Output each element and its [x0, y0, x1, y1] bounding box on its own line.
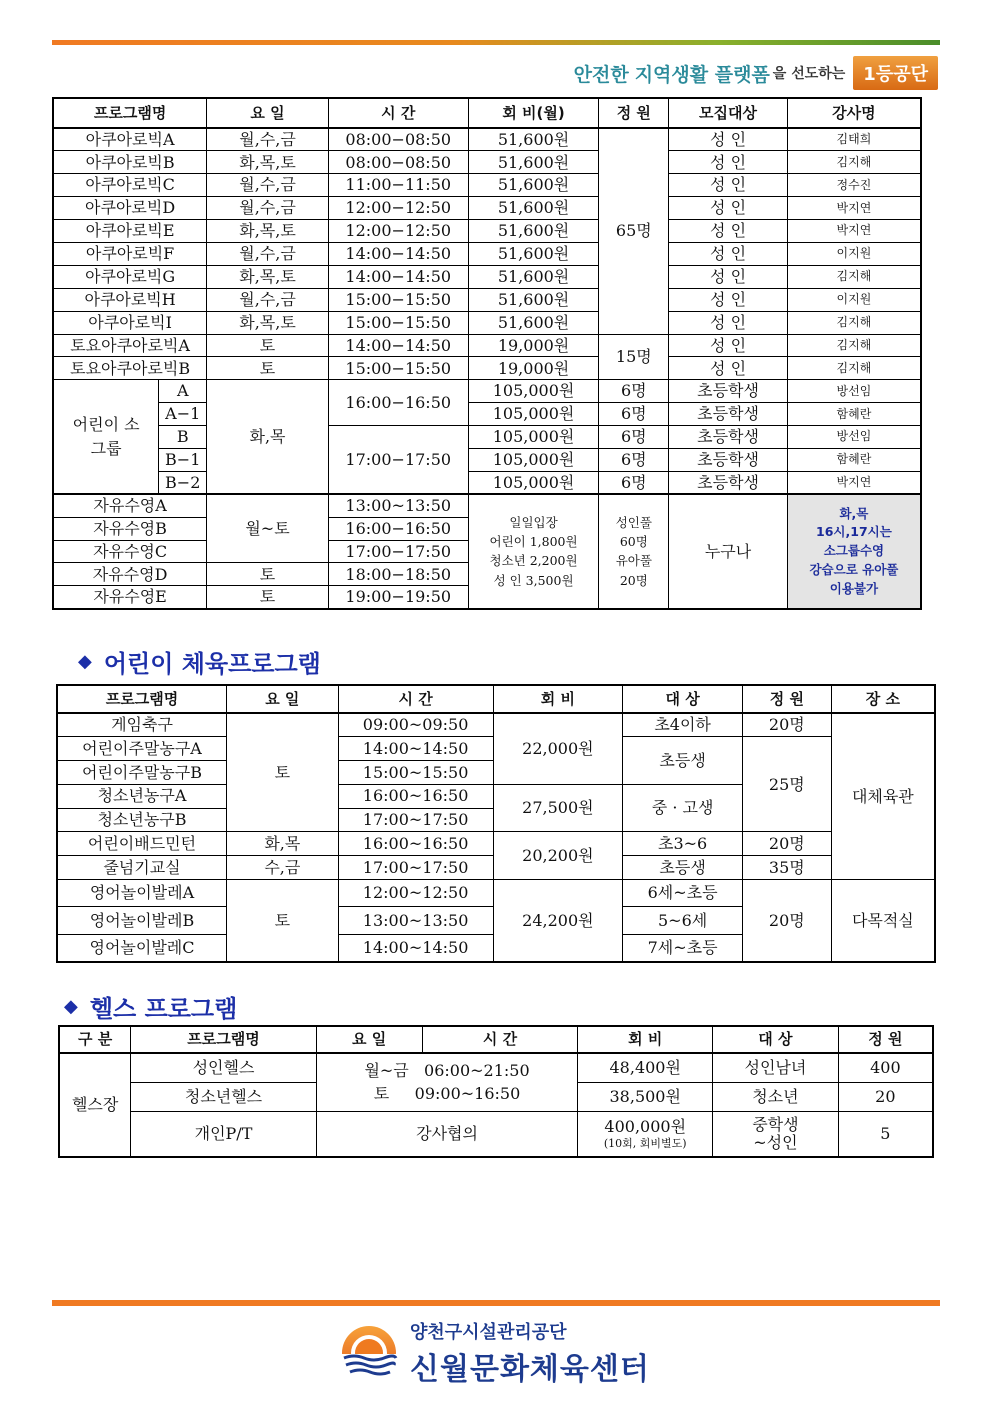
- days: 월,수,금: [207, 242, 329, 265]
- time: 17:00−17:50: [328, 426, 468, 495]
- table-row: [53, 242, 921, 265]
- program-name: 자유수영D: [53, 563, 207, 586]
- fee-note: (10회, 회비별도): [603, 1136, 687, 1150]
- time: 11:00−11:50: [328, 174, 468, 197]
- sun-wave-logo-icon: [340, 1324, 398, 1382]
- note-line: 화,목: [839, 505, 869, 521]
- program-name: 자유수영A: [53, 494, 207, 517]
- target: 초등학생: [669, 403, 788, 426]
- instructor: 방선임: [787, 426, 921, 449]
- time: 14:00−14:50: [328, 242, 468, 265]
- program-name: 자유수영B: [53, 517, 207, 540]
- slogan-part1: 안전한: [573, 63, 629, 86]
- program-name: 개인P/T: [131, 1111, 316, 1157]
- capacity: 15명: [599, 334, 669, 380]
- fee: 51,600원: [468, 311, 599, 334]
- target: 성 인: [669, 288, 788, 311]
- header-cell: 대 상: [713, 1026, 839, 1053]
- free-swim-fee: [468, 494, 599, 608]
- table-row: [57, 880, 935, 907]
- program-name: 아쿠아로빅G: [53, 265, 207, 288]
- sub-group: A−1: [159, 403, 207, 426]
- program-name: 영어놀이발레A: [57, 880, 226, 907]
- fee: 19,000원: [468, 357, 599, 380]
- schedule: [316, 1053, 578, 1111]
- header-cell: 시 간: [328, 98, 468, 128]
- top-accent-bar: [52, 40, 940, 45]
- instructor: 김지해: [787, 311, 921, 334]
- target: 성 인: [669, 128, 788, 151]
- capacity: 6명: [599, 448, 669, 471]
- target: 초4이하: [623, 713, 743, 737]
- time: 08:00−08:50: [328, 151, 468, 174]
- days: 토: [207, 357, 329, 380]
- fee: 105,000원: [468, 448, 599, 471]
- header-cell: 요 일: [316, 1026, 422, 1053]
- time: 12:00~12:50: [338, 880, 493, 907]
- days: 화,목,토: [207, 151, 329, 174]
- days: 화,목,토: [207, 265, 329, 288]
- slogan-part3: 을 선도하는: [772, 66, 846, 82]
- table-row: [53, 265, 921, 288]
- time: 15:00~15:50: [338, 761, 493, 785]
- header-cell: 구 분: [59, 1026, 131, 1053]
- program-name: 청소년농구B: [57, 808, 226, 832]
- table-row: [53, 380, 921, 403]
- time: 09:00~09:50: [338, 713, 493, 737]
- table-row: [57, 832, 935, 856]
- time: 14:00−14:50: [328, 334, 468, 357]
- target: 7세~초등: [623, 935, 743, 962]
- target: 청소년: [713, 1082, 839, 1111]
- diamond-icon: ◆: [78, 651, 92, 672]
- fee: 51,600원: [468, 128, 599, 151]
- target: 5~6세: [623, 907, 743, 935]
- time: 12:00−12:50: [328, 220, 468, 243]
- capacity: 20명: [742, 832, 831, 856]
- target: 성 인: [669, 265, 788, 288]
- fee: 48,400원: [578, 1053, 713, 1082]
- program-name: 자유수영E: [53, 586, 207, 609]
- program-name: 청소년헬스: [131, 1082, 316, 1111]
- fee: 105,000원: [468, 471, 599, 494]
- program-name: 아쿠아로빅C: [53, 174, 207, 197]
- schedule-line: 월~금 06:00~21:50: [364, 1061, 530, 1081]
- capacity: 6명: [599, 471, 669, 494]
- target: 성 인: [669, 220, 788, 243]
- instructor: 박지연: [787, 471, 921, 494]
- note-line: 강습으로 유아풀: [809, 561, 899, 577]
- health-section-title: [64, 989, 237, 1024]
- sub-group: A: [159, 380, 207, 403]
- time: 17:00~17:50: [338, 856, 493, 880]
- target: 초3~6: [623, 832, 743, 856]
- free-swim-note: [787, 494, 921, 608]
- time: 16:00~16:50: [338, 784, 493, 808]
- instructor: 김태희: [787, 128, 921, 151]
- category: 헬스장: [59, 1053, 131, 1157]
- sub-group: B−1: [159, 448, 207, 471]
- target: 6세~초등: [623, 880, 743, 907]
- days: 토: [207, 334, 329, 357]
- time: 14:00~14:50: [338, 737, 493, 761]
- days: 화,목: [226, 832, 338, 856]
- table-header-row: [57, 685, 935, 713]
- footer-logo: [340, 1318, 650, 1388]
- program-name: 아쿠아로빅F: [53, 242, 207, 265]
- time: 14:00~14:50: [338, 935, 493, 962]
- time: 15:00−15:50: [328, 288, 468, 311]
- header-cell: 프로그램명: [57, 685, 226, 713]
- fee: 22,000원: [493, 713, 623, 784]
- target-line: 중학생: [752, 1115, 799, 1135]
- fee: 51,600원: [468, 288, 599, 311]
- fee: 51,600원: [468, 151, 599, 174]
- header-cell: 시 간: [422, 1026, 578, 1053]
- target: 초등학생: [669, 380, 788, 403]
- program-name: 아쿠아로빅B: [53, 151, 207, 174]
- table-row: [59, 1111, 933, 1157]
- table-row: [53, 471, 921, 494]
- instructor: 함혜란: [787, 403, 921, 426]
- table-row: [53, 357, 921, 380]
- table-header-row: [53, 98, 921, 128]
- time: 16:00~16:50: [338, 832, 493, 856]
- target: 초등학생: [669, 448, 788, 471]
- time: 16:00−16:50: [328, 517, 468, 540]
- slogan-part2: 지역생활 플랫폼: [634, 63, 770, 86]
- program-name: 영어놀이발레B: [57, 907, 226, 935]
- days: 토: [226, 713, 338, 832]
- fee-line: 일일입장: [509, 514, 558, 530]
- fee: 51,600원: [468, 265, 599, 288]
- program-name: 토요아쿠아로빅A: [53, 334, 207, 357]
- fee-line: 어린이 1,800원: [489, 534, 578, 550]
- footer-org1: 양천구시설관리공단: [410, 1322, 567, 1343]
- schedule-line: 토 09:00~16:50: [373, 1084, 521, 1104]
- program-name: 어린이주말농구B: [57, 761, 226, 785]
- time: 08:00−08:50: [328, 128, 468, 151]
- kids-sports-section-title: [78, 644, 321, 679]
- fee: 51,600원: [468, 197, 599, 220]
- sub-group: B−2: [159, 471, 207, 494]
- fee: 51,600원: [468, 174, 599, 197]
- place: 다목적실: [831, 880, 935, 962]
- program-name: 영어놀이발레C: [57, 935, 226, 962]
- bottom-accent-bar: [52, 1300, 940, 1306]
- header-cell: 회 비(월): [468, 98, 599, 128]
- header-cell: 시 간: [338, 685, 493, 713]
- section-title-text: 헬스 프로그램: [89, 995, 238, 1023]
- target: 초등학생: [669, 471, 788, 494]
- free-swim-capacity: [599, 494, 669, 608]
- days: 토: [207, 563, 329, 586]
- fee-line: 성 인 3,500원: [493, 572, 574, 588]
- fee: 105,000원: [468, 426, 599, 449]
- header-cell: 정 원: [599, 98, 669, 128]
- program-name: 토요아쿠아로빅B: [53, 357, 207, 380]
- header-cell: 정 원: [742, 685, 831, 713]
- capacity: 6명: [599, 426, 669, 449]
- program-name: 줄넘기교실: [57, 856, 226, 880]
- program-name: 아쿠아로빅D: [53, 197, 207, 220]
- program-name: 자유수영C: [53, 540, 207, 563]
- instructor: 박지연: [787, 220, 921, 243]
- capacity-line: 20명: [619, 572, 648, 588]
- program-name: 게임축구: [57, 713, 226, 737]
- capacity: 6명: [599, 380, 669, 403]
- instructor: 이지원: [787, 242, 921, 265]
- target: 성 인: [669, 357, 788, 380]
- target: [713, 1111, 839, 1157]
- table-row: [53, 128, 921, 151]
- time: 14:00−14:50: [328, 265, 468, 288]
- time: 17:00−17:50: [328, 540, 468, 563]
- instructor: 정수진: [787, 174, 921, 197]
- program-name: 청소년농구A: [57, 784, 226, 808]
- program-name: 성인헬스: [131, 1053, 316, 1082]
- program-name: 아쿠아로빅I: [53, 311, 207, 334]
- program-name: 아쿠아로빅H: [53, 288, 207, 311]
- time: 17:00~17:50: [338, 808, 493, 832]
- instructor: 박지연: [787, 197, 921, 220]
- target: 초등학생: [669, 426, 788, 449]
- capacity-line: 60명: [619, 534, 648, 550]
- days: 월,수,금: [207, 197, 329, 220]
- program-name: 아쿠아로빅E: [53, 220, 207, 243]
- header-cell: 프로그램명: [53, 98, 207, 128]
- fee: 51,600원: [468, 220, 599, 243]
- target: 성 인: [669, 197, 788, 220]
- instructor: 김지해: [787, 265, 921, 288]
- fee-amount: 400,000원: [604, 1116, 687, 1136]
- instructor: 김지해: [787, 151, 921, 174]
- header-cell: 프로그램명: [131, 1026, 316, 1053]
- target: 성 인: [669, 311, 788, 334]
- schedule: 강사협의: [316, 1111, 578, 1157]
- capacity: 65명: [599, 128, 669, 334]
- slogan-badge: 1등공단: [853, 56, 938, 90]
- kids-sports-table: [56, 684, 936, 963]
- footer-org2: 신월문화체육센터: [410, 1352, 650, 1387]
- program-name: 어린이배드민턴: [57, 832, 226, 856]
- capacity: 25명: [742, 737, 831, 832]
- table-header-row: [59, 1026, 933, 1053]
- note-line: 16시,17시는: [816, 524, 892, 540]
- footer-org-text: [410, 1318, 650, 1388]
- table-row: [53, 334, 921, 357]
- fee: 105,000원: [468, 403, 599, 426]
- note-line: 이용불가: [829, 580, 879, 596]
- table-row: [53, 448, 921, 471]
- target: 성 인: [669, 242, 788, 265]
- fee: [578, 1111, 713, 1157]
- capacity-line: 유아풀: [615, 553, 652, 569]
- target: 초등생: [623, 856, 743, 880]
- target: 성인남녀: [713, 1053, 839, 1082]
- instructor: 김지해: [787, 334, 921, 357]
- time: 12:00−12:50: [328, 197, 468, 220]
- table-row: [53, 174, 921, 197]
- capacity: 35명: [742, 856, 831, 880]
- header-cell: 장 소: [831, 685, 935, 713]
- target-line: ~성인: [753, 1132, 798, 1152]
- capacity: 20명: [742, 713, 831, 737]
- fee: 20,200원: [493, 832, 623, 880]
- capacity: 400: [838, 1053, 933, 1082]
- header-cell: 회 비: [493, 685, 623, 713]
- days: 토: [226, 880, 338, 962]
- table-row: [53, 197, 921, 220]
- fee: 19,000원: [468, 334, 599, 357]
- swim-program-table: [52, 97, 922, 610]
- days: 월~토: [207, 494, 329, 563]
- target: 초등생: [623, 737, 743, 785]
- note-line: 소그룹수영: [823, 543, 885, 559]
- time: 13:00~13:50: [338, 907, 493, 935]
- instructor: 김지해: [787, 357, 921, 380]
- header-cell: 요 일: [226, 685, 338, 713]
- days: 토: [207, 586, 329, 609]
- days: 화,목: [207, 380, 329, 494]
- time: 18:00−18:50: [328, 563, 468, 586]
- header-cell: 요 일: [207, 98, 329, 128]
- target: 성 인: [669, 334, 788, 357]
- capacity: 6명: [599, 403, 669, 426]
- days: 월,수,금: [207, 174, 329, 197]
- table-row: [53, 220, 921, 243]
- header-cell: 모집대상: [669, 98, 788, 128]
- target: 성 인: [669, 151, 788, 174]
- table-row: [59, 1053, 933, 1082]
- days: 화,목,토: [207, 220, 329, 243]
- place: 대체육관: [831, 713, 935, 880]
- fee: 51,600원: [468, 242, 599, 265]
- target: 누구나: [669, 494, 788, 608]
- instructor: 방선임: [787, 380, 921, 403]
- sub-group: B: [159, 426, 207, 449]
- time: 15:00−15:50: [328, 311, 468, 334]
- target: 성 인: [669, 174, 788, 197]
- days: 수,금: [226, 856, 338, 880]
- target: 중 · 고생: [623, 784, 743, 832]
- program-name: 아쿠아로빅A: [53, 128, 207, 151]
- capacity-line: 성인풀: [615, 514, 652, 530]
- days: 월,수,금: [207, 128, 329, 151]
- days: 월,수,금: [207, 288, 329, 311]
- program-name: 어린이주말농구A: [57, 737, 226, 761]
- header-cell: 대 상: [623, 685, 743, 713]
- instructor: 함혜란: [787, 448, 921, 471]
- header-cell: 정 원: [838, 1026, 933, 1053]
- kids-group-label: 어린이 소그룹: [53, 380, 159, 494]
- table-row: [53, 403, 921, 426]
- diamond-icon: ◆: [64, 996, 78, 1017]
- instructor: 이지원: [787, 288, 921, 311]
- time: 15:00−15:50: [328, 357, 468, 380]
- table-row: [53, 288, 921, 311]
- table-row: [57, 713, 935, 737]
- fee: 27,500원: [493, 784, 623, 832]
- days: 화,목,토: [207, 311, 329, 334]
- time: 19:00−19:50: [328, 586, 468, 609]
- time: 13:00~13:50: [328, 494, 468, 517]
- table-row: [53, 151, 921, 174]
- capacity: 20명: [742, 880, 831, 962]
- fee-line: 청소년 2,200원: [489, 553, 578, 569]
- capacity: 20: [838, 1082, 933, 1111]
- header-cell: 강사명: [787, 98, 921, 128]
- table-row: [53, 494, 921, 517]
- fee: 38,500원: [578, 1082, 713, 1111]
- header-cell: 회 비: [578, 1026, 713, 1053]
- health-program-table: [58, 1025, 934, 1158]
- table-row: [53, 311, 921, 334]
- section-title-text: 어린이 체육프로그램: [103, 650, 321, 678]
- fee: 24,200원: [493, 880, 623, 962]
- slogan: [574, 56, 938, 90]
- fee: 105,000원: [468, 380, 599, 403]
- table-row: [53, 426, 921, 449]
- time: 16:00−16:50: [328, 380, 468, 426]
- capacity: 5: [838, 1111, 933, 1157]
